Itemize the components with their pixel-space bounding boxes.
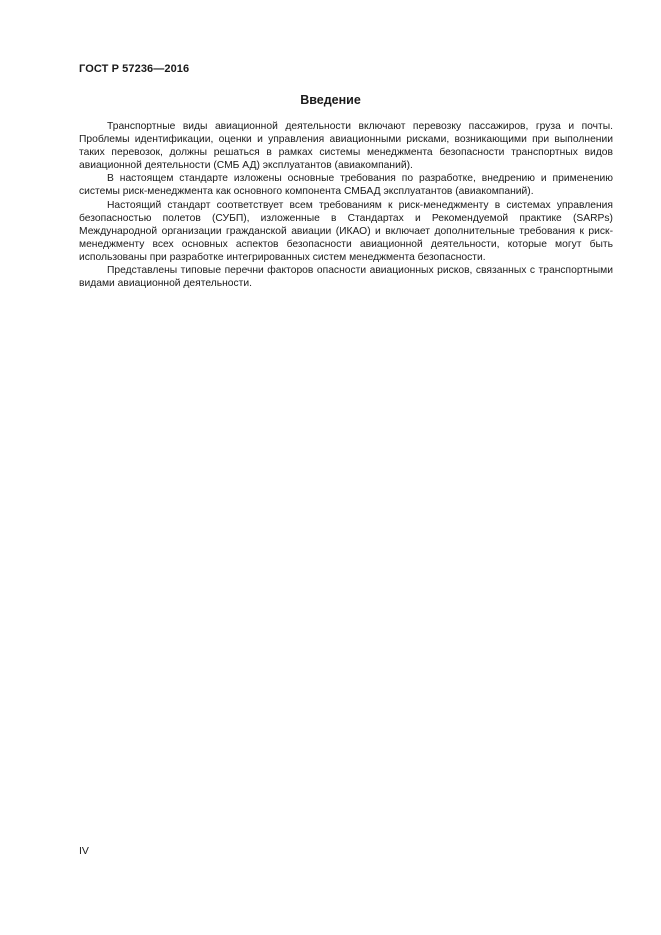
paragraph: Настоящий стандарт соответствует всем требованиям к риск-менеджменту в системах управления безопасностью полетов (СУБП), изложенные в Стандартах и Рекомендуемой практике (SARPs) Международной организации гражданской авиации (ИКАО) и включает дополнительные требования к риск-менеджменту всех основных аспектов безопасности авиационной деятельности, которые могут быть использованы при разработке интегрированных систем менеджмента безопасности. (79, 199, 613, 263)
paragraph: Представлены типовые перечни факторов опасности авиационных рисков, связанных с транспортными видами авиационной деятельности. (79, 265, 613, 290)
section-title: Введение (300, 93, 361, 107)
paragraph: Транспортные виды авиационной деятельности включают перевозку пассажиров, груза и почты. Проблемы идентификации, оценки и управления авиационными рисками, возникающими при выполнении таких перевозок, должны решаться в рамках системы менеджмента безопасности транспортных видов авиационной деятельности (СМБ АД) эксплуатантов (авиакомпаний). (79, 121, 613, 172)
document-header: ГОСТ Р 57236—2016 (79, 63, 190, 75)
page-number: IV (79, 845, 89, 857)
paragraph: В настоящем стандарте изложены основные требования по разработке, внедрению и применению системы риск-менеджмента как основного компонента СМБАД эксплуатантов (авиакомпаний). (79, 173, 613, 198)
introduction-body (79, 120, 613, 290)
